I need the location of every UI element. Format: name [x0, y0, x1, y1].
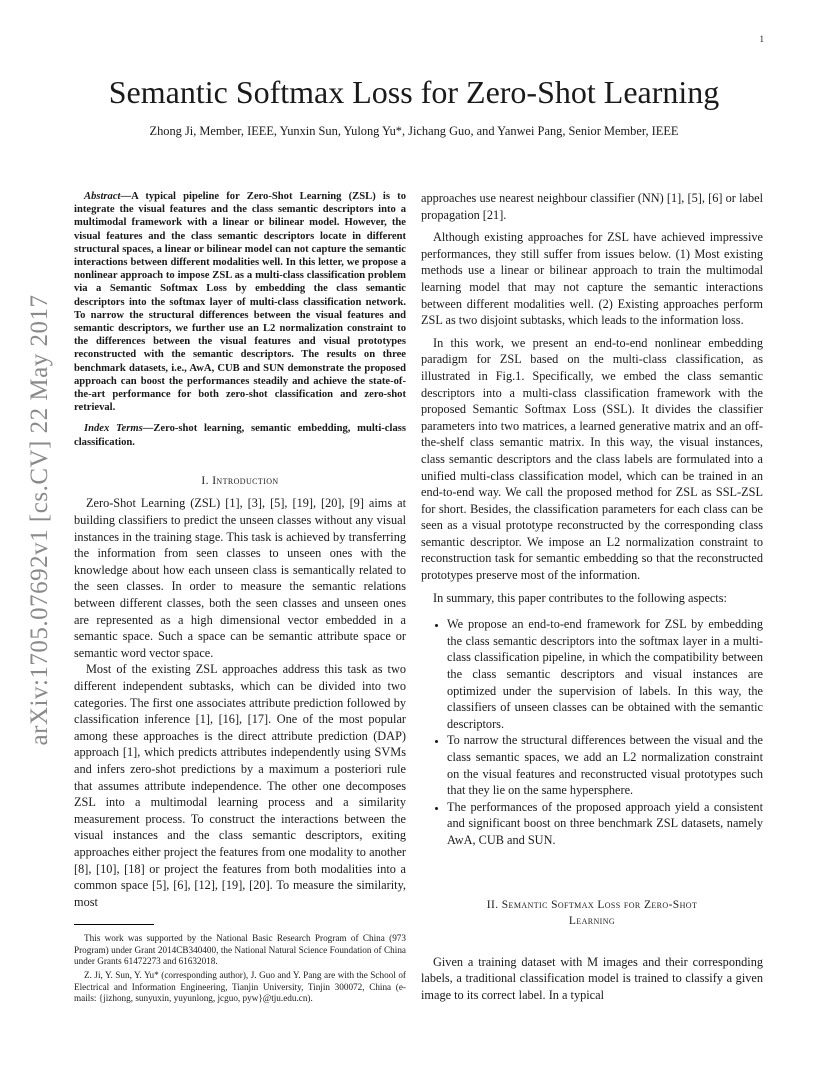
index-terms-text: —Zero-shot learning, semantic embedding, multi-class classification.	[74, 423, 406, 448]
left-column	[74, 190, 406, 1005]
section2-paragraph-1: Given a training dataset with M images and their corresponding labels, a traditional classification model is trained to classify a given image to its correct label. In a typical	[421, 954, 763, 1002]
index-terms	[74, 422, 406, 448]
section-title-line2: Learning	[568, 915, 616, 928]
arxiv-stamp-text: arXiv:1705.07692v1 [cs.CV] 22 May 2017	[26, 294, 53, 746]
abstract-text: —A typical pipeline for Zero-Shot Learning (ZSL) is to integrate the visual features and the class semantic descriptors into a multimodal framework with a linear or bilinear model. However, the visual features and the class semantic descriptors locate in different structural spaces, a linear or bilinear model can not capture the semantic interactions between different modalities well. In this letter, we propose a nonlinear approach to impose ZSL as a multi-class classification problem via a Semantic Softmax Loss by embedding the class semantic descriptors into the softmax layer of multi-class classification network. To narrow the structural differences between the visual features and semantic descriptors, we further use an L2 normalization constraint to the differences between the visual features and visual prototypes reconstructed with the semantic descriptors. The results on three benchmark datasets, i.e., AwA, CUB and SUN demonstrate the proposed approach can boost the performances steadily and achieve the state-of-the-art performance for both zero-shot classification and zero-shot retrieval.	[74, 191, 406, 414]
section-numeral: I.	[201, 474, 209, 487]
index-terms-label: Index Terms	[84, 423, 143, 435]
right-column	[421, 190, 763, 1004]
contribution-item: • To narrow the structural differences between the visual and the class semantic spaces, we add an L2 normalization constraint on the visual features and reconstructed visual prototypes such that they lie on the same hypersphere.	[447, 732, 763, 798]
contribution-item: • We propose an end-to-end framework for ZSL by embedding the class semantic descriptors into the softmax layer in a multi-class classification pipeline, in which the compatibility between the class semantic descriptors and visual instances are optimized under the supervision of labels. In this way, the classifiers of unseen classes can be obtained with the semantic descriptors.	[447, 616, 763, 732]
intro-paragraph-2: Most of the existing ZSL approaches address this task as two different independent subtasks, which can be divided into two categories. The first one associates attribute prediction followed by classification inference [1], [16], [17]. One of the most popular among these approaches is the direct attribute prediction (DAP) approach [1], which predicts attributes independently using SVMs and infers zero-shot predictions by a maximum a posteriori rule that assumes attribute independence. The other one decomposes ZSL into a multimodal learning process and a similarity measurement process. To construct the interactions between the visual instances and the class semantic descriptors, exiting approaches either project the features from one modality to another [8], [10], [18] or project the features from both modalities into a common space [5], [6], [12], [19], [20]. To measure the similarity, most	[74, 662, 406, 909]
contribution-item: • The performances of the proposed approach yield a consistent and significant boost on three benchmark ZSL datasets, namely AwA, CUB and SUN.	[447, 799, 763, 849]
footnote-rule	[74, 924, 154, 925]
author-list: Zhong Ji, Member, IEEE, Yunxin Sun, Yulong Yu*, Jichang Guo, and Yanwei Pang, Senior Member, IEEE	[149, 124, 679, 138]
contribution-list	[421, 616, 763, 848]
intro-paragraph-1: Zero-Shot Learning (ZSL) [1], [3], [5], [19], [20], [9] aims at building classifiers to predict the unseen classes without any visual instances in the training stage. This task is achieved by transferring the information from seen classes to unseen ones with the knowledge about how each unseen class is semantically related to the seen classes. In order to measure the semantic relations between different classes, both the seen classes and unseen ones are represented as a high dimensional vector embedded in a semantic space. Such a space can be semantic attribute space or semantic word vector space.	[74, 496, 406, 660]
section-numeral: II.	[486, 898, 499, 911]
footnote-affiliation: Z. Ji, Y. Sun, Y. Yu* (corresponding author), J. Guo and Y. Pang are with the School of Electrical and Information Engineering, Tianjin University, Tinjin 300072, China (e-mails: {jizhong, sunyuxin, yuyunlong, jcguo, pyw}@tju.edu.cn).	[74, 970, 406, 1004]
intro-paragraph-2-continued: approaches use nearest neighbour classifier (NN) [1], [5], [6] or label propagation [21].	[421, 191, 763, 222]
section-heading-introduction	[74, 473, 406, 490]
paper-title: Semantic Softmax Loss for Zero-Shot Learning	[108, 74, 720, 110]
footnote-funding: This work was supported by the National Basic Research Program of China (973 Program) under Grant 2014CB340400, the National Natural Science Foundation of China under Grants 61472273 and 61632018.	[74, 933, 406, 967]
intro-paragraph-3: Although existing approaches for ZSL have achieved impressive performances, they still suffer from issues below. (1) Most existing methods use a linear or bilinear approach to train the multimodal learning model that may not capture the semantic interactions between different modalities well. (2) Existing approaches perform ZSL as two disjoint subtasks, which leads to the information loss.	[421, 230, 763, 328]
page-number: 1	[759, 34, 764, 44]
abstract	[74, 190, 406, 414]
intro-paragraph-5: In summary, this paper contributes to the following aspects:	[433, 590, 727, 605]
intro-paragraph-4: In this work, we present an end-to-end nonlinear embedding paradigm for ZSL based on the multi-class classification, as illustrated in Fig.1. Specifically, we embed the class semantic descriptors into a multi-class classification framework with the proposed Semantic Softmax Loss (SSL). It divides the classifier parameters into two matrices, a learned generative matrix and an off-the-shelf class semantic matrix. In this way, the visual instances, class semantic descriptors and the class labels are formulated into a unified multi-class classification model, which can be trained in an end-to-end way. We call the proposed method for ZSL as SSL-ZSL for short. Besides, the classification parameters for each class can be seen as a visual prototype reconstructed by the corresponding class semantic descriptor. We impose an L2 normalization constraint to reconstruction task for semantic embedding so that the reconstructed prototypes preserve most of the information.	[421, 335, 763, 583]
abstract-label: Abstract	[84, 191, 121, 202]
section-heading-ssl	[421, 897, 763, 930]
arxiv-stamp	[20, 280, 60, 760]
section-title: Introduction	[212, 474, 279, 487]
section-title-line1: Semantic Softmax Loss for Zero-Shot	[501, 898, 698, 911]
